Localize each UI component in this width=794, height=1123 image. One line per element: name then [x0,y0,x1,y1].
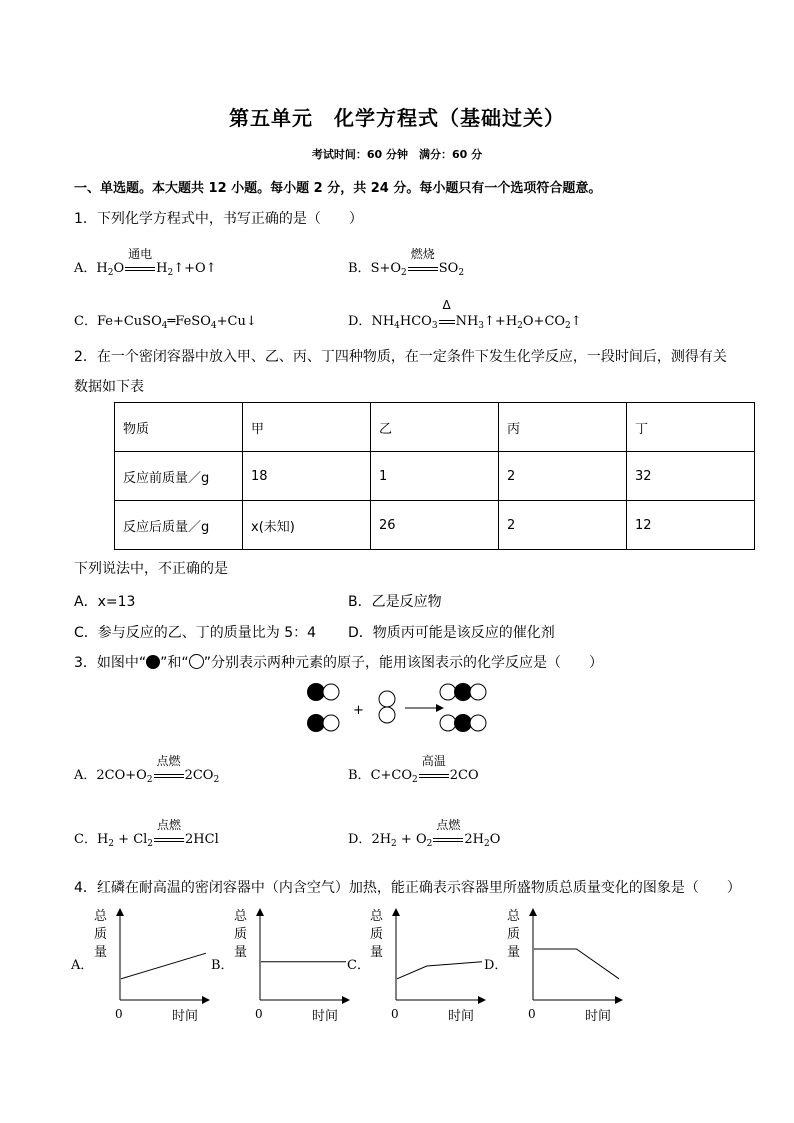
formula-part: HCO [399,314,432,329]
formula-part: ↑+H [484,314,518,329]
q1-option-b[interactable] [348,247,465,278]
q3-option-a[interactable] [74,754,220,785]
formula-part: 2CO [449,768,479,783]
subscript: 2 [426,839,433,849]
subscript: 3 [431,321,438,331]
reaction-condition [154,818,184,847]
origin-label: 0 [255,1007,263,1021]
table-cell: 18 [243,452,371,501]
y-axis-label: 总 [234,909,248,924]
formula-part: NH [371,314,395,329]
subscript: 2 [167,268,174,278]
subscript: 2 [517,321,523,331]
condition-text: 燃烧 [410,247,435,261]
reactant-molecule [379,691,395,723]
section-heading: 一、单选题。本大题共 12 小题。每小题 2 分，共 24 分。每小题只有一个选项符合题意。 [74,181,602,196]
y-axis-arrow [392,908,400,916]
condition-text: 高温 [421,754,446,768]
page-title: 第五单元 化学方程式（基础过关） [229,106,565,130]
condition-text: 点燃 [157,818,182,832]
y-axis-label: 质 [94,927,108,942]
y-axis-arrow [256,908,264,916]
formula-part: H [96,261,108,276]
table-cell: 12 [627,501,755,550]
table-row [115,501,755,550]
table-row [115,452,755,501]
y-axis-label: 量 [370,945,384,960]
q2-after: 下列说法中，不正确的是 [74,561,228,577]
condition-text: 通电 [128,247,153,261]
table-cell: 26 [371,501,499,550]
graph-option-label: A． [71,958,94,973]
formula-part: S+O [370,261,402,276]
y-axis-label: 质 [234,927,248,942]
formula-part: 2HCl [185,832,219,847]
y-axis-label: 量 [94,945,108,960]
reaction-diagram [300,678,500,740]
graph-option-label: B． [211,958,234,973]
formula-part: + Cl [114,832,148,847]
q3-stem [74,652,603,672]
y-axis-label: 总 [370,909,384,924]
stem-text: ”分别表示两种元素的原子，能用该图表示的化学反应是（ ） [203,655,603,671]
formula-part: NH [455,314,479,329]
q4-stem: 4．红磷在耐高温的密闭容器中（内含空气）加热，能正确表示容器里所盛物质总质量变化的图象是（ ） [74,880,741,896]
formula-part: 2H [371,832,392,847]
x-axis-arrow [478,996,486,1004]
q4-graphs [66,900,636,1030]
table-cell: 乙 [371,403,499,452]
formula-part: + O [396,832,427,847]
q2-option-c[interactable]: C．参与反应的乙、丁的质量比为 5：4 [74,625,317,641]
condition-text: Δ [442,298,451,312]
subscript: 2 [483,839,490,849]
table-row [115,403,755,452]
formula-part: +Cu↓ [216,314,257,329]
table-cell: 2 [499,452,627,501]
subscript: 2 [213,775,220,785]
q2-stem-line1: 2．在一个密闭容器中放入甲、乙、丙、丁四种物质，在一定条件下发生化学反应，一段时间后，测得有关 [74,349,727,365]
formula-part: H [96,832,109,847]
subscript: 2 [147,839,154,849]
exam-meta: 考试时间：60 分钟 满分：60 分 [311,148,483,161]
q1-stem: 1．下列化学方程式中，书写正确的是（ ） [74,211,363,227]
table-cell: 反应前质量／g [115,452,243,501]
origin-label: 0 [115,1007,123,1021]
subscript: 2 [108,839,115,849]
option-label: A． [74,768,97,783]
option-label: C． [74,314,97,329]
stem-text: 3．如图中“ [74,655,147,671]
table-cell: 反应后质量／g [115,501,243,550]
product-molecule [440,683,486,701]
condition-text: 点燃 [436,818,461,832]
table-cell: x(未知) [243,501,371,550]
table-cell: 丁 [627,403,755,452]
reaction-condition [154,754,184,783]
q3-option-c[interactable] [74,818,219,849]
formula-part: C+CO [370,768,413,783]
subscript: 2 [107,268,114,278]
option-label: D． [348,832,372,847]
formula-part: 2H [464,832,484,847]
q2-option-a[interactable]: A．x=13 [74,594,136,610]
y-axis-label: 总 [94,909,108,924]
y-axis-label: 量 [234,945,248,960]
option-label: B． [348,261,371,276]
formula-part: ═FeSO [167,314,211,329]
subscript: 2 [458,268,465,278]
black-atom-icon [146,655,160,669]
q3-option-d[interactable] [348,818,501,849]
formula-part: ↑ [570,314,582,329]
x-axis-label: 时间 [312,1009,339,1024]
reaction-condition [408,247,438,276]
y-axis-label: 总 [507,909,521,924]
series-line [534,949,619,979]
q3-option-b[interactable] [348,754,479,785]
graph-option-label: C． [347,958,370,973]
y-axis-label: 质 [507,927,521,942]
q2-option-d[interactable]: D．物质丙可能是该反应的催化剂 [348,625,555,641]
formula-part: O [113,261,125,276]
subscript: 2 [412,775,418,785]
data-table [114,402,755,550]
formula-part: Fe+CuSO [96,314,162,329]
q1-option-c[interactable] [74,310,257,331]
x-axis-arrow [342,996,350,1004]
y-axis-arrow [116,908,124,916]
x-axis-label: 时间 [172,1009,199,1024]
reaction-arrow [405,704,444,712]
x-axis-label: 时间 [585,1009,612,1024]
x-axis-arrow [202,996,210,1004]
reaction-condition [419,754,449,783]
formula-part: 2CO [184,768,214,783]
table-cell: 1 [371,452,499,501]
table-cell: 32 [627,452,755,501]
subscript: 2 [391,839,397,849]
formula-part: 2CO+O [96,768,147,783]
white-atom-icon [189,654,204,669]
subscript: 2 [146,775,153,785]
reaction-condition [433,818,463,847]
plus-sign: + [353,703,364,718]
graph-option-label: D． [484,958,508,973]
y-axis-label: 质 [370,927,384,942]
origin-label: 0 [528,1007,536,1021]
table-cell: 2 [499,501,627,550]
formula-part: H [156,261,168,276]
origin-label: 0 [391,1007,399,1021]
q2-stem-line2: 数据如下表 [74,379,144,395]
formula-part: SO [438,261,459,276]
formula-part: O [489,832,501,847]
q2-option-b[interactable]: B．乙是反应物 [348,594,442,610]
reaction-condition [125,247,155,276]
subscript: 3 [478,321,485,331]
x-axis-label: 时间 [448,1009,475,1024]
option-label: C． [74,832,97,847]
formula-part: O+CO [522,314,566,329]
subscript: 2 [565,321,571,331]
product-molecule [440,714,486,732]
series-line [121,953,206,979]
option-label: B． [348,768,371,783]
option-label: A． [74,261,97,276]
q1-option-d[interactable] [348,298,582,331]
x-axis-arrow [615,996,623,1004]
reactant-molecule [307,683,339,701]
stem-text: ”和“ [160,655,189,671]
option-label: D． [348,314,372,329]
subscript: 4 [161,321,168,331]
formula-part: ↑+O↑ [173,261,217,276]
series-line [397,962,482,979]
table-cell: 物质 [115,403,243,452]
subscript: 2 [401,268,407,278]
q1-option-a[interactable] [74,247,217,278]
subscript: 4 [210,321,217,331]
reaction-condition [439,298,455,329]
y-axis-arrow [529,908,537,916]
table-cell: 甲 [243,403,371,452]
table-cell: 丙 [499,403,627,452]
reactant-molecule [307,714,339,732]
subscript: 4 [394,321,400,331]
y-axis-label: 量 [507,945,521,960]
condition-text: 点燃 [156,754,181,768]
